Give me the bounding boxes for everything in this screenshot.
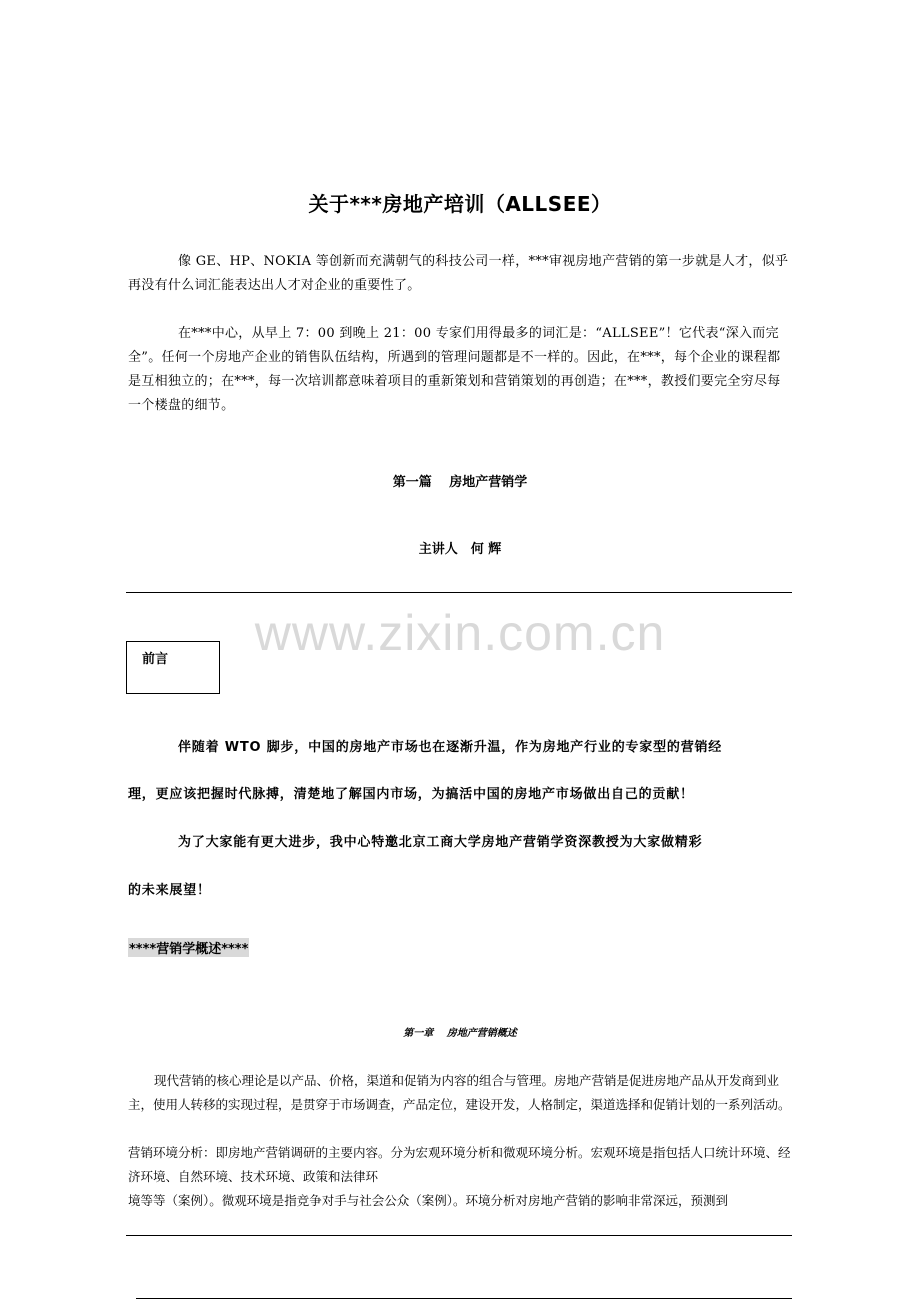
part-heading: 第一篇 房地产营销学 [392, 475, 528, 490]
page-edge-line [136, 1298, 792, 1299]
preface-line-2: 理，更应该把握时代脉搏，清楚地了解国内市场，为搞活中国的房地产市场做出自己的贡献！ [128, 787, 694, 802]
preface-line-3: 为了大家能有更大进步，我中心特邀北京工商大学房地产营销学资深教授为大家做精彩 [178, 835, 703, 850]
document-title: 关于***房地产培训（ALLSEE） [308, 192, 612, 216]
body-paragraph-1: 现代营销的核心理论是以产品、价格，渠道和促销为内容的组合与管理。房地产营销是促进房地产品从开发商到业主，使用人转移的实现过程，是贯穿于市场调查，产品定位，建设开发，人格制定，渠道选择和促销计划的一系列活动。 [128, 1073, 791, 1112]
body-paragraph-2: 营销环境分析：即房地产营销调研的主要内容。分为宏观环境分析和微观环境分析。宏观环境是指包括人口统计环境、经济环境、自然环境、技术环境、政策和法律环 [128, 1145, 791, 1184]
watermark: www.zixin.com.cn [254, 605, 666, 661]
preface-box [126, 641, 220, 694]
divider-top [126, 592, 792, 593]
chapter-heading: 第一章 房地产营销概述 [403, 1028, 517, 1039]
body-paragraph-2-continued: 境等等（案例）。微观环境是指竞争对手与社会公众（案例）。环境分析对房地产营销的影响非常深远，预测到 [128, 1193, 729, 1208]
preface-line-1: 伴随着 WTO 脚步，中国的房地产市场也在逐渐升温，作为房地产行业的专家型的营销经 [178, 740, 723, 755]
lecturer-line: 主讲人 何 辉 [418, 542, 502, 557]
preface-line-4: 的未来展望！ [128, 883, 211, 898]
divider-bottom [126, 1235, 792, 1236]
section-marker: ****营销学概述**** [128, 938, 249, 957]
preface-label: 前言 [142, 652, 169, 667]
intro-paragraph-2: 在***中心，从早上 7：00 到晚上 21：00 专家们用得最多的词汇是：“ALLSEE”！它代表“深入而完全”。任何一个房地产企业的销售队伍结构，所遇到的管理问题都是不一样的。因此，在***，每个企业的课程都是互相独立的；在***，每一次培训都意味着项目的重新策划和营销策划的再创造；在***，教授们要完全穷尽每一个楼盘的细节。 [128, 326, 781, 413]
intro-paragraph-1: 像 GE、HP、NOKIA 等创新而充满朝气的科技公司一样，***审视房地产营销的第一步就是人才，似乎再没有什么词汇能表达出人才对企业的重要性了。 [128, 254, 789, 293]
